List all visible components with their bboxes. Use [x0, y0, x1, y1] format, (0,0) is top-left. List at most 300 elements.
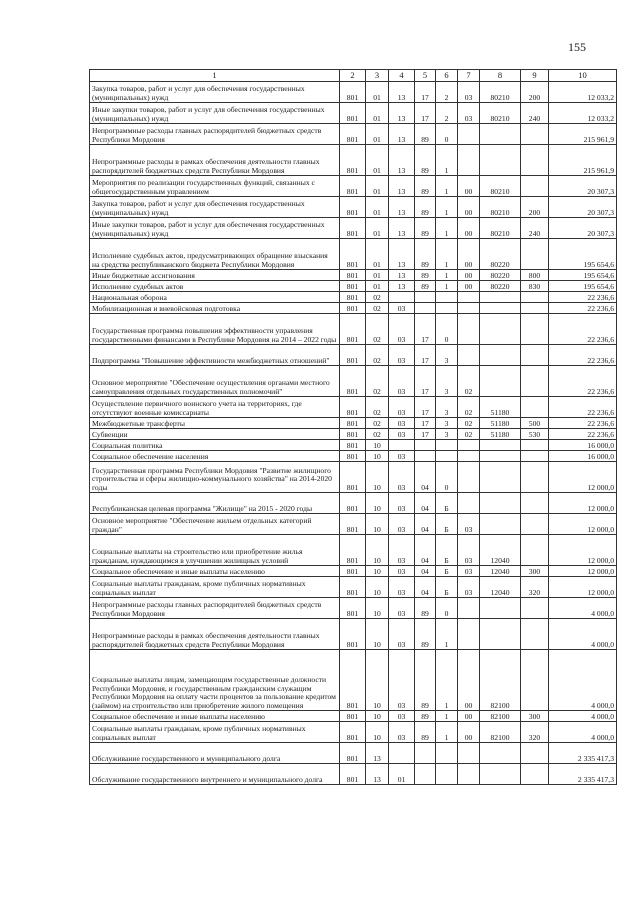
- row-name: Закупка товаров, работ и услуг для обеспечения государственных (муниципальных) нужд: [90, 82, 340, 103]
- table-row: [90, 619, 617, 650]
- cell-section: 01: [366, 218, 389, 239]
- cell-expense-type: [521, 303, 549, 314]
- table-row: [90, 451, 617, 462]
- cell-event: [458, 451, 480, 462]
- cell-direction: 12040: [480, 566, 521, 577]
- cell-event: 00: [458, 281, 480, 292]
- cell-subsection: 13: [389, 197, 415, 218]
- cell-expense-type: [521, 619, 549, 650]
- cell-event: 00: [458, 239, 480, 270]
- cell-expense-type: [521, 535, 549, 566]
- cell-admin-code: 801: [340, 764, 366, 785]
- header-col-4: 4: [389, 70, 415, 82]
- cell-section: 10: [366, 535, 389, 566]
- cell-subsection: 03: [389, 598, 415, 619]
- row-name: Социальное обеспечение населения: [90, 451, 340, 462]
- table-row: [90, 366, 617, 397]
- cell-section: 01: [366, 103, 389, 124]
- cell-section: 10: [366, 619, 389, 650]
- cell-amount: 195 654,6: [549, 281, 617, 292]
- row-name: Непрограммные расходы в рамках обеспечения деятельности главных распорядителей бюджетных средств Республики Мордовия: [90, 619, 340, 650]
- cell-subsection: 03: [389, 303, 415, 314]
- table-row: [90, 303, 617, 314]
- cell-amount: 22 236,6: [549, 366, 617, 397]
- cell-admin-code: 801: [340, 366, 366, 397]
- cell-program: 89: [415, 145, 436, 176]
- cell-amount: 22 236,6: [549, 292, 617, 303]
- cell-amount: 2 335 417,3: [549, 743, 617, 764]
- cell-direction: 80210: [480, 176, 521, 197]
- cell-subprogram: [436, 440, 458, 451]
- cell-expense-type: 300: [521, 711, 549, 722]
- cell-program: 89: [415, 239, 436, 270]
- cell-direction: 12040: [480, 577, 521, 598]
- cell-subprogram: 1: [436, 239, 458, 270]
- cell-admin-code: 801: [340, 451, 366, 462]
- cell-subsection: 13: [389, 281, 415, 292]
- row-name: Обслуживание государственного внутреннего и муниципального долга: [90, 764, 340, 785]
- header-col-7: 7: [458, 70, 480, 82]
- cell-amount: 12 033,2: [549, 103, 617, 124]
- row-name: Социальные выплаты лицам, замещающим государственные должности Республики Мордовия, и государственным гражданским служащим Республики Мордовия на оплату части процентов за пользование кредитом (займом) на строительство или приобретение жилого помещения: [90, 650, 340, 711]
- table-row: [90, 345, 617, 366]
- cell-event: 03: [458, 566, 480, 577]
- cell-direction: 12040: [480, 535, 521, 566]
- cell-admin-code: 801: [340, 397, 366, 418]
- cell-subsection: 03: [389, 722, 415, 743]
- cell-subprogram: 3: [436, 429, 458, 440]
- cell-program: 04: [415, 577, 436, 598]
- cell-section: 02: [366, 292, 389, 303]
- cell-subsection: 03: [389, 397, 415, 418]
- cell-expense-type: [521, 462, 549, 493]
- cell-direction: 80220: [480, 281, 521, 292]
- cell-subprogram: Б: [436, 514, 458, 535]
- cell-amount: 195 654,6: [549, 239, 617, 270]
- cell-direction: 51180: [480, 397, 521, 418]
- row-name: Закупка товаров, работ и услуг для обеспечения государственных (муниципальных) нужд: [90, 197, 340, 218]
- cell-section: 02: [366, 429, 389, 440]
- row-name: Осуществление первичного воинского учета на территориях, где отсутствуют военные комиссариаты: [90, 397, 340, 418]
- cell-subprogram: [436, 743, 458, 764]
- cell-expense-type: 240: [521, 218, 549, 239]
- cell-admin-code: 801: [340, 197, 366, 218]
- cell-subprogram: 3: [436, 345, 458, 366]
- cell-subprogram: 0: [436, 124, 458, 145]
- cell-direction: [480, 493, 521, 514]
- cell-subprogram: 1: [436, 619, 458, 650]
- cell-admin-code: 801: [340, 82, 366, 103]
- cell-section: 01: [366, 197, 389, 218]
- cell-expense-type: [521, 366, 549, 397]
- cell-program: 89: [415, 124, 436, 145]
- cell-program: 17: [415, 429, 436, 440]
- table-row: [90, 124, 617, 145]
- cell-program: 89: [415, 281, 436, 292]
- table-header-row: [90, 70, 617, 82]
- row-name: Иные бюджетные ассигнования: [90, 270, 340, 281]
- table-row: [90, 440, 617, 451]
- cell-event: [458, 743, 480, 764]
- row-name: Основное мероприятие "Обеспечение жильем отдельных категорий граждан": [90, 514, 340, 535]
- cell-amount: 215 961,9: [549, 145, 617, 176]
- cell-direction: 82100: [480, 722, 521, 743]
- cell-section: 10: [366, 711, 389, 722]
- cell-event: 03: [458, 103, 480, 124]
- cell-event: 03: [458, 577, 480, 598]
- cell-expense-type: [521, 397, 549, 418]
- cell-subprogram: 1: [436, 281, 458, 292]
- table-row: [90, 270, 617, 281]
- cell-amount: 12 000,0: [549, 577, 617, 598]
- cell-subprogram: Б: [436, 566, 458, 577]
- cell-amount: 12 000,0: [549, 566, 617, 577]
- cell-subprogram: 0: [436, 598, 458, 619]
- cell-subsection: 03: [389, 577, 415, 598]
- row-name: Межбюджетные трансферты: [90, 418, 340, 429]
- cell-subprogram: 3: [436, 397, 458, 418]
- cell-expense-type: 530: [521, 429, 549, 440]
- cell-amount: 16 000,0: [549, 451, 617, 462]
- cell-program: 04: [415, 462, 436, 493]
- cell-section: 10: [366, 462, 389, 493]
- cell-expense-type: [521, 650, 549, 711]
- row-name: Непрограммные расходы в рамках обеспечения деятельности главных распорядителей бюджетных средств Республики Мордовия: [90, 145, 340, 176]
- row-name: Социальные выплаты гражданам, кроме публичных нормативных социальных выплат: [90, 577, 340, 598]
- cell-subsection: 03: [389, 535, 415, 566]
- cell-event: [458, 440, 480, 451]
- cell-direction: [480, 743, 521, 764]
- row-name: Иные закупки товаров, работ и услуг для обеспечения государственных (муниципальных) нужд: [90, 218, 340, 239]
- cell-section: 10: [366, 566, 389, 577]
- header-col-1: 1: [90, 70, 340, 82]
- cell-direction: [480, 598, 521, 619]
- row-name: Исполнение судебных актов: [90, 281, 340, 292]
- row-name: Национальная оборона: [90, 292, 340, 303]
- table-row: [90, 103, 617, 124]
- cell-amount: 4 000,0: [549, 619, 617, 650]
- cell-expense-type: 200: [521, 82, 549, 103]
- cell-subsection: 13: [389, 218, 415, 239]
- cell-subprogram: 1: [436, 650, 458, 711]
- table-row: [90, 577, 617, 598]
- cell-subprogram: 2: [436, 103, 458, 124]
- cell-subsection: 03: [389, 462, 415, 493]
- cell-subsection: 03: [389, 314, 415, 345]
- cell-section: 02: [366, 345, 389, 366]
- cell-subprogram: 1: [436, 218, 458, 239]
- cell-subsection: 03: [389, 566, 415, 577]
- cell-admin-code: 801: [340, 345, 366, 366]
- cell-expense-type: [521, 239, 549, 270]
- cell-amount: 4 000,0: [549, 598, 617, 619]
- table-row: [90, 764, 617, 785]
- cell-program: 17: [415, 103, 436, 124]
- cell-subsection: 13: [389, 145, 415, 176]
- cell-program: 89: [415, 197, 436, 218]
- cell-admin-code: 801: [340, 577, 366, 598]
- table-row: [90, 535, 617, 566]
- cell-section: 10: [366, 577, 389, 598]
- cell-program: [415, 440, 436, 451]
- cell-subsection: 01: [389, 764, 415, 785]
- cell-amount: 12 033,2: [549, 82, 617, 103]
- table-row: [90, 722, 617, 743]
- cell-subsection: [389, 292, 415, 303]
- page-number: 155: [568, 40, 586, 54]
- cell-amount: 4 000,0: [549, 711, 617, 722]
- cell-subsection: [389, 440, 415, 451]
- cell-event: 00: [458, 176, 480, 197]
- cell-subprogram: 0: [436, 462, 458, 493]
- header-col-9: 9: [521, 70, 549, 82]
- cell-section: 10: [366, 493, 389, 514]
- cell-subprogram: 1: [436, 145, 458, 176]
- row-name: Непрограммные расходы главных распорядителей бюджетных средств Республики Мордовия: [90, 598, 340, 619]
- cell-admin-code: 801: [340, 239, 366, 270]
- cell-amount: 215 961,9: [549, 124, 617, 145]
- cell-admin-code: 801: [340, 103, 366, 124]
- cell-direction: [480, 440, 521, 451]
- cell-direction: 80210: [480, 197, 521, 218]
- cell-section: 02: [366, 314, 389, 345]
- cell-subsection: 13: [389, 176, 415, 197]
- cell-expense-type: 800: [521, 270, 549, 281]
- cell-amount: 16 000,0: [549, 440, 617, 451]
- cell-amount: 12 000,0: [549, 462, 617, 493]
- cell-expense-type: [521, 598, 549, 619]
- row-name: Мероприятия по реализации государственных функций, связанных с общегосударственным управлением: [90, 176, 340, 197]
- cell-subprogram: [436, 303, 458, 314]
- cell-admin-code: 801: [340, 493, 366, 514]
- cell-subsection: 03: [389, 711, 415, 722]
- cell-subsection: 03: [389, 493, 415, 514]
- cell-section: 01: [366, 145, 389, 176]
- row-name: Государственная программа повышения эффективности управления государственными финансами в Республике Мордовия на 2014 – 2022 годы: [90, 314, 340, 345]
- row-name: Социальные выплаты гражданам, кроме публичных нормативных социальных выплат: [90, 722, 340, 743]
- cell-amount: 22 236,6: [549, 314, 617, 345]
- cell-expense-type: [521, 314, 549, 345]
- cell-expense-type: [521, 292, 549, 303]
- cell-section: 13: [366, 764, 389, 785]
- cell-admin-code: 801: [340, 566, 366, 577]
- cell-event: [458, 493, 480, 514]
- cell-admin-code: 801: [340, 429, 366, 440]
- cell-program: 17: [415, 345, 436, 366]
- cell-program: [415, 764, 436, 785]
- cell-event: 00: [458, 711, 480, 722]
- table-row: [90, 566, 617, 577]
- header-col-8: 8: [480, 70, 521, 82]
- cell-admin-code: 801: [340, 303, 366, 314]
- cell-direction: 82100: [480, 711, 521, 722]
- cell-amount: 2 335 417,3: [549, 764, 617, 785]
- cell-direction: 82100: [480, 650, 521, 711]
- cell-expense-type: [521, 764, 549, 785]
- cell-event: 02: [458, 366, 480, 397]
- header-col-6: 6: [436, 70, 458, 82]
- cell-admin-code: 801: [340, 314, 366, 345]
- cell-direction: [480, 314, 521, 345]
- budget-table: [89, 69, 617, 785]
- row-name: Исполнение судебных актов, предусматривающих обращение взыскания на средства республиканского бюджета Республики Мордовия: [90, 239, 340, 270]
- cell-event: 02: [458, 397, 480, 418]
- cell-expense-type: [521, 493, 549, 514]
- cell-admin-code: 801: [340, 176, 366, 197]
- table-row: [90, 397, 617, 418]
- cell-admin-code: 801: [340, 514, 366, 535]
- table-row: [90, 239, 617, 270]
- cell-program: 17: [415, 314, 436, 345]
- cell-program: 89: [415, 722, 436, 743]
- table-row: [90, 418, 617, 429]
- cell-section: 01: [366, 270, 389, 281]
- table-row: [90, 145, 617, 176]
- cell-program: 04: [415, 514, 436, 535]
- cell-direction: [480, 514, 521, 535]
- cell-section: 01: [366, 281, 389, 292]
- cell-admin-code: 801: [340, 145, 366, 176]
- cell-direction: [480, 462, 521, 493]
- table-row: [90, 292, 617, 303]
- cell-subsection: 03: [389, 451, 415, 462]
- row-name: Социальное обеспечение и иные выплаты населению: [90, 566, 340, 577]
- cell-subsection: [389, 743, 415, 764]
- table-row: [90, 281, 617, 292]
- cell-event: [458, 462, 480, 493]
- cell-event: 03: [458, 535, 480, 566]
- cell-amount: 20 307,3: [549, 218, 617, 239]
- row-name: Республиканская целевая программа "Жилище" на 2015 - 2020 годы: [90, 493, 340, 514]
- cell-direction: 51180: [480, 418, 521, 429]
- cell-amount: 12 000,0: [549, 514, 617, 535]
- cell-section: 02: [366, 418, 389, 429]
- cell-section: 02: [366, 366, 389, 397]
- table-row: [90, 493, 617, 514]
- table-row: [90, 197, 617, 218]
- cell-subprogram: Б: [436, 493, 458, 514]
- cell-admin-code: 801: [340, 743, 366, 764]
- table-row: [90, 176, 617, 197]
- table-row: [90, 650, 617, 711]
- cell-section: 10: [366, 598, 389, 619]
- cell-amount: 22 236,6: [549, 429, 617, 440]
- header-col-5: 5: [415, 70, 436, 82]
- cell-program: 89: [415, 218, 436, 239]
- cell-admin-code: 801: [340, 218, 366, 239]
- cell-subsection: 03: [389, 366, 415, 397]
- row-name: Субвенции: [90, 429, 340, 440]
- cell-section: 01: [366, 124, 389, 145]
- cell-amount: 4 000,0: [549, 722, 617, 743]
- cell-section: 01: [366, 82, 389, 103]
- cell-section: 10: [366, 722, 389, 743]
- cell-event: 00: [458, 722, 480, 743]
- cell-subsection: 13: [389, 270, 415, 281]
- cell-program: 17: [415, 366, 436, 397]
- cell-direction: 80210: [480, 103, 521, 124]
- cell-event: [458, 303, 480, 314]
- cell-amount: 22 236,6: [549, 345, 617, 366]
- cell-admin-code: 801: [340, 440, 366, 451]
- cell-program: 04: [415, 566, 436, 577]
- cell-subsection: 13: [389, 103, 415, 124]
- cell-expense-type: 500: [521, 418, 549, 429]
- cell-admin-code: 801: [340, 292, 366, 303]
- cell-event: [458, 619, 480, 650]
- table-row: [90, 429, 617, 440]
- cell-program: [415, 292, 436, 303]
- cell-subprogram: [436, 292, 458, 303]
- cell-expense-type: [521, 124, 549, 145]
- cell-amount: 12 000,0: [549, 493, 617, 514]
- cell-section: 10: [366, 440, 389, 451]
- cell-event: 03: [458, 82, 480, 103]
- cell-event: [458, 145, 480, 176]
- cell-program: 89: [415, 176, 436, 197]
- cell-subprogram: 3: [436, 418, 458, 429]
- cell-direction: [480, 145, 521, 176]
- cell-section: 02: [366, 303, 389, 314]
- cell-subsection: 03: [389, 514, 415, 535]
- cell-program: 89: [415, 598, 436, 619]
- cell-expense-type: 300: [521, 566, 549, 577]
- cell-event: 00: [458, 197, 480, 218]
- cell-direction: [480, 345, 521, 366]
- cell-direction: 80220: [480, 270, 521, 281]
- table-row: [90, 218, 617, 239]
- cell-direction: [480, 124, 521, 145]
- cell-event: [458, 124, 480, 145]
- cell-expense-type: 200: [521, 197, 549, 218]
- cell-direction: [480, 292, 521, 303]
- cell-program: 17: [415, 397, 436, 418]
- row-name: Обслуживание государственного и муниципального долга: [90, 743, 340, 764]
- cell-subprogram: 3: [436, 366, 458, 397]
- cell-subprogram: 1: [436, 722, 458, 743]
- cell-program: [415, 451, 436, 462]
- cell-direction: [480, 619, 521, 650]
- cell-expense-type: [521, 743, 549, 764]
- cell-amount: 22 236,6: [549, 303, 617, 314]
- cell-admin-code: 801: [340, 535, 366, 566]
- cell-section: 10: [366, 451, 389, 462]
- cell-expense-type: [521, 440, 549, 451]
- cell-subprogram: Б: [436, 577, 458, 598]
- cell-program: 89: [415, 650, 436, 711]
- cell-event: [458, 598, 480, 619]
- cell-direction: [480, 303, 521, 314]
- cell-direction: [480, 366, 521, 397]
- cell-subsection: 03: [389, 429, 415, 440]
- cell-amount: 20 307,3: [549, 176, 617, 197]
- header-col-10: 10: [549, 70, 617, 82]
- table-row: [90, 711, 617, 722]
- row-name: Основное мероприятие "Обеспечение осуществления органами местного самоуправления отдельных государственных полномочий": [90, 366, 340, 397]
- header-col-3: 3: [366, 70, 389, 82]
- cell-subprogram: 1: [436, 711, 458, 722]
- cell-amount: 195 654,6: [549, 270, 617, 281]
- table-row: [90, 598, 617, 619]
- cell-admin-code: 801: [340, 722, 366, 743]
- cell-subprogram: Б: [436, 535, 458, 566]
- cell-direction: [480, 764, 521, 785]
- cell-event: [458, 292, 480, 303]
- row-name: Мобилизационная и вневойсковая подготовка: [90, 303, 340, 314]
- cell-section: 01: [366, 239, 389, 270]
- cell-admin-code: 801: [340, 418, 366, 429]
- cell-amount: 20 307,3: [549, 197, 617, 218]
